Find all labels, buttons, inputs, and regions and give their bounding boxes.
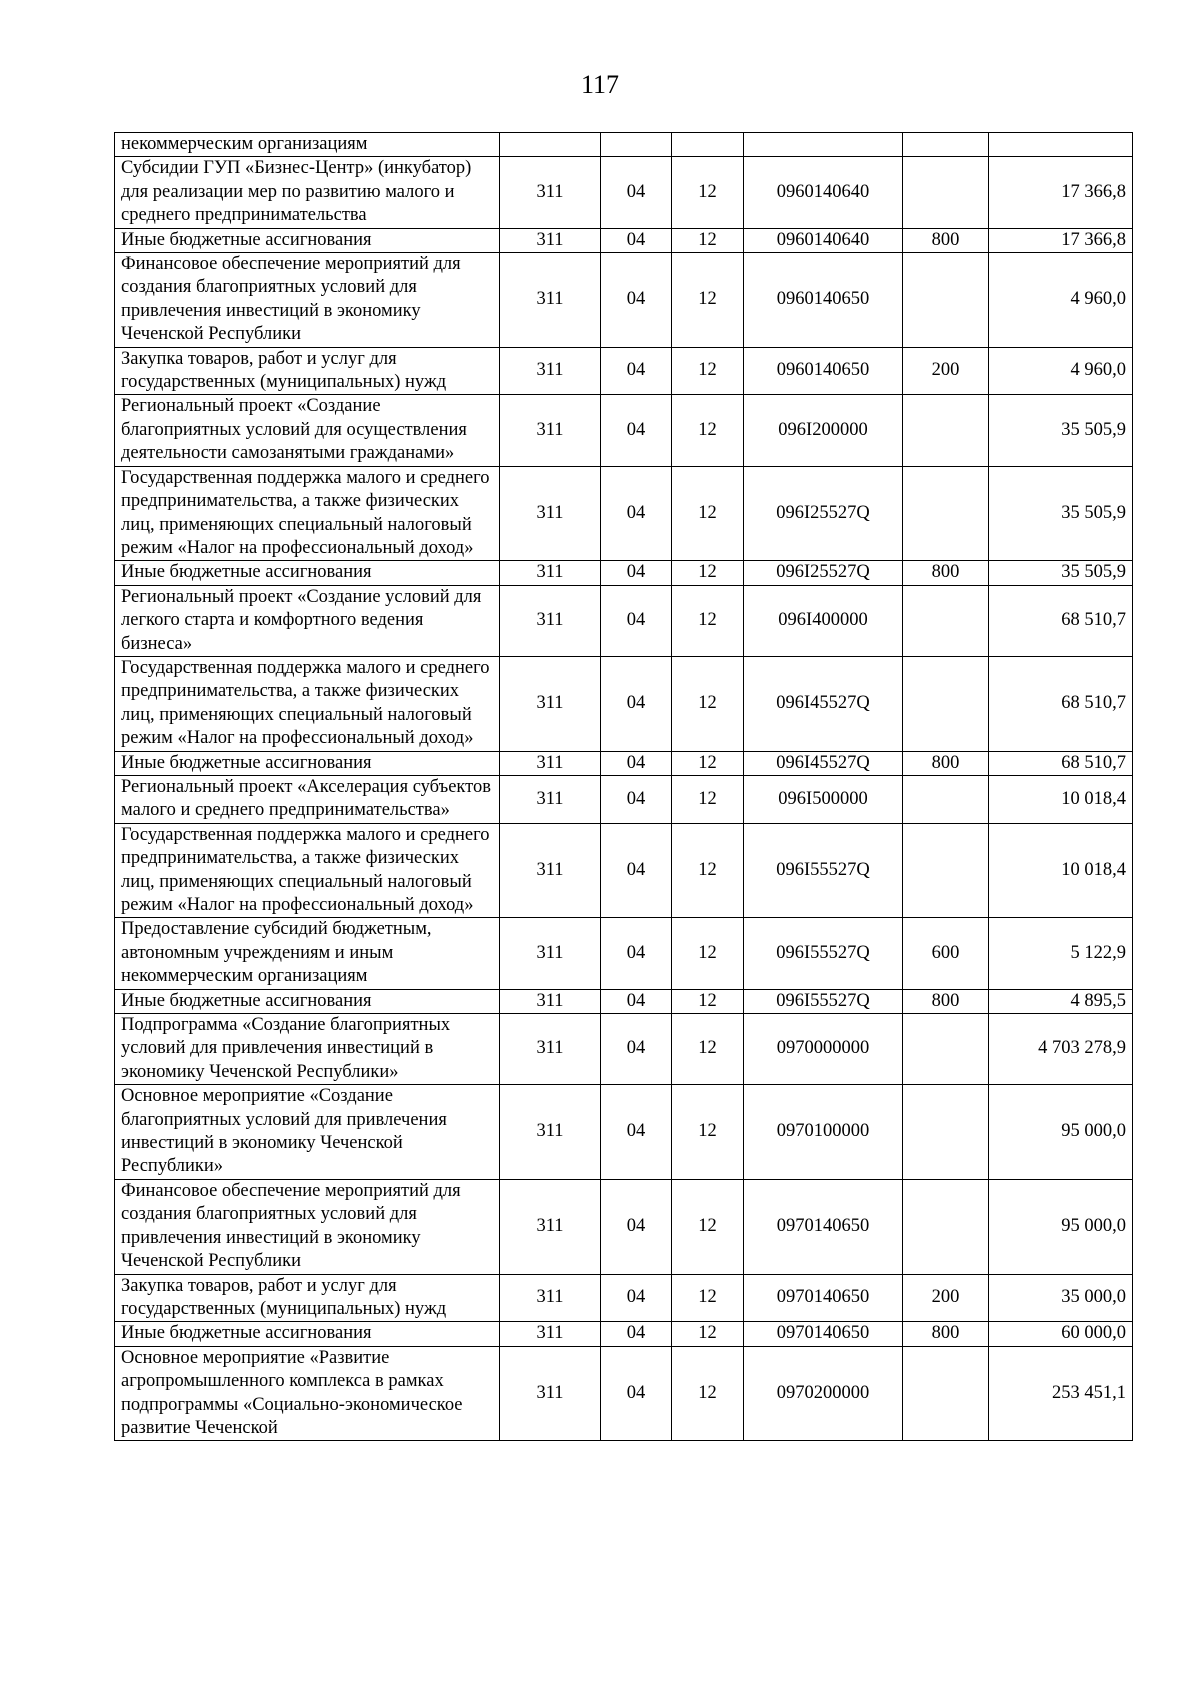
amount-cell: 17 366,8 <box>989 228 1133 252</box>
subsection-cell: 12 <box>672 656 744 751</box>
grbs-cell: 311 <box>500 395 601 466</box>
row-name-cell: Основное мероприятие «Развитие агропромышленного комплекса в рамках подпрограммы «Социально-экономическое развитие Чеченской <box>115 1346 500 1441</box>
section-cell: 04 <box>601 1346 672 1441</box>
table-row <box>115 585 1133 656</box>
row-name-cell: Региональный проект «Создание благоприятных условий для осуществления деятельности самозанятыми гражданами» <box>115 395 500 466</box>
row-name-cell: Субсидии ГУП «Бизнес-Центр» (инкубатор) для реализации мер по развитию малого и среднего предпринимательства <box>115 157 500 228</box>
row-name-cell: Финансовое обеспечение мероприятий для создания благоприятных условий для привлечения инвестиций в экономику Чеченской Республики <box>115 253 500 348</box>
target-article-cell: 0970000000 <box>744 1014 903 1085</box>
table-row <box>115 1014 1133 1085</box>
amount-cell: 10 018,4 <box>989 823 1133 918</box>
grbs-cell <box>500 133 601 157</box>
expense-type-cell <box>903 253 989 348</box>
target-article-cell: 096I25527Q <box>744 466 903 561</box>
amount-cell: 17 366,8 <box>989 157 1133 228</box>
grbs-cell: 311 <box>500 347 601 395</box>
amount-cell: 95 000,0 <box>989 1179 1133 1274</box>
subsection-cell: 12 <box>672 1346 744 1441</box>
grbs-cell: 311 <box>500 157 601 228</box>
grbs-cell: 311 <box>500 751 601 775</box>
amount-cell: 4 960,0 <box>989 347 1133 395</box>
subsection-cell: 12 <box>672 347 744 395</box>
expense-type-cell: 600 <box>903 918 989 989</box>
subsection-cell: 12 <box>672 1085 744 1180</box>
table-row <box>115 1322 1133 1346</box>
subsection-cell: 12 <box>672 989 744 1013</box>
amount-cell: 60 000,0 <box>989 1322 1133 1346</box>
target-article-cell: 0970140650 <box>744 1274 903 1322</box>
section-cell <box>601 133 672 157</box>
row-name-cell: Закупка товаров, работ и услуг для государственных (муниципальных) нужд <box>115 347 500 395</box>
expense-type-cell <box>903 466 989 561</box>
amount-cell: 68 510,7 <box>989 656 1133 751</box>
target-article-cell: 096I55527Q <box>744 989 903 1013</box>
amount-cell: 35 505,9 <box>989 561 1133 585</box>
section-cell: 04 <box>601 228 672 252</box>
expense-type-cell: 800 <box>903 228 989 252</box>
expense-type-cell <box>903 157 989 228</box>
table-row <box>115 918 1133 989</box>
expense-type-cell <box>903 133 989 157</box>
target-article-cell: 096I45527Q <box>744 656 903 751</box>
section-cell: 04 <box>601 1322 672 1346</box>
amount-cell: 5 122,9 <box>989 918 1133 989</box>
row-name-cell: Государственная поддержка малого и среднего предпринимательства, а также физических лиц, применяющих специальный налоговый режим «Налог на профессиональный доход» <box>115 466 500 561</box>
row-name-cell: Предоставление субсидий бюджетным, автономным учреждениям и иным некоммерческим организациям <box>115 918 500 989</box>
target-article-cell: 096I55527Q <box>744 918 903 989</box>
expense-type-cell <box>903 823 989 918</box>
subsection-cell: 12 <box>672 228 744 252</box>
amount-cell: 10 018,4 <box>989 775 1133 823</box>
target-article-cell: 0960140650 <box>744 347 903 395</box>
subsection-cell: 12 <box>672 751 744 775</box>
section-cell: 04 <box>601 989 672 1013</box>
table-row <box>115 989 1133 1013</box>
row-name-cell: Иные бюджетные ассигнования <box>115 228 500 252</box>
section-cell: 04 <box>601 1179 672 1274</box>
target-article-cell: 0960140650 <box>744 253 903 348</box>
budget-table <box>114 132 1133 1441</box>
table-row <box>115 395 1133 466</box>
subsection-cell: 12 <box>672 395 744 466</box>
row-name-cell: Государственная поддержка малого и среднего предпринимательства, а также физических лиц, применяющих специальный налоговый режим «Налог на профессиональный доход» <box>115 656 500 751</box>
subsection-cell: 12 <box>672 918 744 989</box>
target-article-cell: 096I55527Q <box>744 823 903 918</box>
subsection-cell: 12 <box>672 253 744 348</box>
target-article-cell: 096I25527Q <box>744 561 903 585</box>
subsection-cell: 12 <box>672 1179 744 1274</box>
table-body <box>115 133 1133 1441</box>
target-article-cell: 0970100000 <box>744 1085 903 1180</box>
table-row <box>115 656 1133 751</box>
grbs-cell: 311 <box>500 1179 601 1274</box>
expense-type-cell <box>903 585 989 656</box>
expense-type-cell: 800 <box>903 561 989 585</box>
row-name-cell: Иные бюджетные ассигнования <box>115 751 500 775</box>
table-row <box>115 561 1133 585</box>
expense-type-cell <box>903 656 989 751</box>
subsection-cell: 12 <box>672 1322 744 1346</box>
table-row <box>115 228 1133 252</box>
section-cell: 04 <box>601 823 672 918</box>
section-cell: 04 <box>601 1274 672 1322</box>
expense-type-cell: 200 <box>903 1274 989 1322</box>
subsection-cell: 12 <box>672 157 744 228</box>
grbs-cell: 311 <box>500 775 601 823</box>
table-row <box>115 253 1133 348</box>
subsection-cell: 12 <box>672 466 744 561</box>
row-name-cell: Основное мероприятие «Создание благоприятных условий для привлечения инвестиций в экономику Чеченской Республики» <box>115 1085 500 1180</box>
target-article-cell: 0970200000 <box>744 1346 903 1441</box>
target-article-cell: 096I200000 <box>744 395 903 466</box>
section-cell: 04 <box>601 918 672 989</box>
subsection-cell: 12 <box>672 1274 744 1322</box>
expense-type-cell <box>903 1346 989 1441</box>
row-name-cell: Иные бюджетные ассигнования <box>115 561 500 585</box>
section-cell: 04 <box>601 585 672 656</box>
target-article-cell: 096I500000 <box>744 775 903 823</box>
section-cell: 04 <box>601 347 672 395</box>
subsection-cell <box>672 133 744 157</box>
subsection-cell: 12 <box>672 775 744 823</box>
row-name-cell: Иные бюджетные ассигнования <box>115 1322 500 1346</box>
row-name-cell: Региональный проект «Акселерация субъектов малого и среднего предпринимательства» <box>115 775 500 823</box>
target-article-cell: 096I400000 <box>744 585 903 656</box>
table-row <box>115 133 1133 157</box>
section-cell: 04 <box>601 775 672 823</box>
grbs-cell: 311 <box>500 561 601 585</box>
expense-type-cell <box>903 395 989 466</box>
subsection-cell: 12 <box>672 561 744 585</box>
target-article-cell: 0970140650 <box>744 1322 903 1346</box>
subsection-cell: 12 <box>672 823 744 918</box>
row-name-cell: Финансовое обеспечение мероприятий для создания благоприятных условий для привлечения инвестиций в экономику Чеченской Республики <box>115 1179 500 1274</box>
section-cell: 04 <box>601 751 672 775</box>
table-row <box>115 1346 1133 1441</box>
table-row <box>115 157 1133 228</box>
row-name-cell: Подпрограмма «Создание благоприятных условий для привлечения инвестиций в экономику Чеченской Республики» <box>115 1014 500 1085</box>
table-row <box>115 466 1133 561</box>
row-name-cell: некоммерческим организациям <box>115 133 500 157</box>
grbs-cell: 311 <box>500 1346 601 1441</box>
subsection-cell: 12 <box>672 585 744 656</box>
expense-type-cell: 800 <box>903 1322 989 1346</box>
row-name-cell: Иные бюджетные ассигнования <box>115 989 500 1013</box>
section-cell: 04 <box>601 1085 672 1180</box>
amount-cell: 68 510,7 <box>989 751 1133 775</box>
section-cell: 04 <box>601 253 672 348</box>
section-cell: 04 <box>601 1014 672 1085</box>
amount-cell: 4 895,5 <box>989 989 1133 1013</box>
expense-type-cell: 800 <box>903 751 989 775</box>
section-cell: 04 <box>601 157 672 228</box>
section-cell: 04 <box>601 395 672 466</box>
table-row <box>115 1179 1133 1274</box>
section-cell: 04 <box>601 656 672 751</box>
grbs-cell: 311 <box>500 989 601 1013</box>
expense-type-cell: 800 <box>903 989 989 1013</box>
target-article-cell <box>744 133 903 157</box>
expense-type-cell: 200 <box>903 347 989 395</box>
table-row <box>115 823 1133 918</box>
target-article-cell: 0960140640 <box>744 228 903 252</box>
grbs-cell: 311 <box>500 1085 601 1180</box>
expense-type-cell <box>903 775 989 823</box>
table-row <box>115 751 1133 775</box>
amount-cell: 253 451,1 <box>989 1346 1133 1441</box>
grbs-cell: 311 <box>500 253 601 348</box>
table-row <box>115 775 1133 823</box>
grbs-cell: 311 <box>500 823 601 918</box>
grbs-cell: 311 <box>500 1014 601 1085</box>
subsection-cell: 12 <box>672 1014 744 1085</box>
section-cell: 04 <box>601 466 672 561</box>
expense-type-cell <box>903 1085 989 1180</box>
amount-cell: 95 000,0 <box>989 1085 1133 1180</box>
expense-type-cell <box>903 1179 989 1274</box>
amount-cell: 35 000,0 <box>989 1274 1133 1322</box>
grbs-cell: 311 <box>500 1322 601 1346</box>
grbs-cell: 311 <box>500 656 601 751</box>
table-row <box>115 1085 1133 1180</box>
amount-cell: 35 505,9 <box>989 466 1133 561</box>
grbs-cell: 311 <box>500 466 601 561</box>
row-name-cell: Региональный проект «Создание условий для легкого старта и комфортного ведения бизнеса» <box>115 585 500 656</box>
table-row <box>115 1274 1133 1322</box>
target-article-cell: 0960140640 <box>744 157 903 228</box>
row-name-cell: Государственная поддержка малого и среднего предпринимательства, а также физических лиц, применяющих специальный налоговый режим «Налог на профессиональный доход» <box>115 823 500 918</box>
grbs-cell: 311 <box>500 228 601 252</box>
page-number: 117 <box>580 70 620 99</box>
amount-cell: 68 510,7 <box>989 585 1133 656</box>
amount-cell: 35 505,9 <box>989 395 1133 466</box>
grbs-cell: 311 <box>500 1274 601 1322</box>
row-name-cell: Закупка товаров, работ и услуг для государственных (муниципальных) нужд <box>115 1274 500 1322</box>
target-article-cell: 0970140650 <box>744 1179 903 1274</box>
table-row <box>115 347 1133 395</box>
amount-cell: 4 960,0 <box>989 253 1133 348</box>
target-article-cell: 096I45527Q <box>744 751 903 775</box>
expense-type-cell <box>903 1014 989 1085</box>
section-cell: 04 <box>601 561 672 585</box>
amount-cell <box>989 133 1133 157</box>
amount-cell: 4 703 278,9 <box>989 1014 1133 1085</box>
grbs-cell: 311 <box>500 918 601 989</box>
grbs-cell: 311 <box>500 585 601 656</box>
